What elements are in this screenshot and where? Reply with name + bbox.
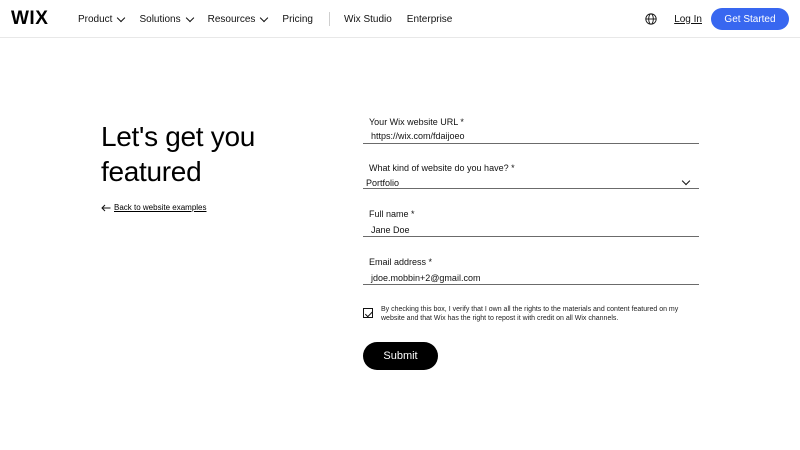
full-name-input[interactable]: Jane Doe	[371, 225, 410, 235]
nav-wix-studio-label: Wix Studio	[344, 13, 392, 25]
arrow-left-icon	[101, 204, 111, 212]
back-to-examples-link[interactable]	[101, 203, 207, 212]
back-link-label: Back to website examples	[114, 203, 207, 212]
chevron-down-icon[interactable]	[682, 177, 690, 185]
chevron-down-icon	[260, 13, 268, 21]
login-link[interactable]: Log In	[674, 13, 702, 25]
rights-consent	[363, 306, 703, 323]
email-label: Email address *	[369, 257, 433, 267]
submit-button[interactable]: Submit	[363, 342, 438, 370]
nav-pricing[interactable]	[282, 14, 313, 25]
nav-enterprise[interactable]	[407, 14, 453, 25]
nav-solutions[interactable]	[139, 14, 192, 25]
nav-solutions-label: Solutions	[139, 13, 181, 25]
consent-text: By checking this box, I verify that I own all the rights to the materials and content featured on my website and that Wix has the right to repost it with credit on all Wix channels.	[381, 306, 679, 322]
website-url-label: Your Wix website URL *	[369, 117, 464, 127]
chevron-down-icon	[185, 13, 193, 21]
nav-product[interactable]	[78, 14, 124, 25]
website-type-value[interactable]: Portfolio	[366, 178, 400, 188]
nav-resources-label: Resources	[207, 13, 256, 25]
nav-product-label: Product	[78, 13, 113, 25]
page-title: Let's get you featured	[101, 121, 255, 187]
email-input[interactable]: jdoe.mobbin+2@gmail.com	[371, 273, 481, 283]
website-url-field[interactable]	[363, 117, 699, 144]
header-actions	[645, 0, 800, 38]
email-field[interactable]	[363, 257, 699, 285]
consent-checkbox[interactable]	[363, 308, 373, 318]
website-url-input[interactable]: https://wix.com/fdaijoeo	[371, 131, 465, 141]
nav-wix-studio[interactable]	[344, 14, 392, 25]
full-name-label: Full name *	[369, 209, 415, 219]
nav-resources[interactable]	[208, 14, 268, 25]
globe-icon[interactable]	[645, 13, 657, 25]
chevron-down-icon	[117, 13, 125, 21]
nav-pricing-label: Pricing	[282, 13, 313, 25]
website-type-label: What kind of website do you have? *	[369, 163, 515, 173]
top-navigation-bar	[0, 0, 800, 38]
wix-logo[interactable]: WIX	[11, 8, 49, 29]
main-nav	[78, 0, 467, 38]
full-name-field[interactable]	[363, 209, 699, 237]
nav-divider	[329, 12, 330, 26]
website-type-select[interactable]	[363, 163, 699, 189]
get-started-button[interactable]: Get Started	[711, 8, 789, 30]
nav-enterprise-label: Enterprise	[406, 13, 453, 25]
